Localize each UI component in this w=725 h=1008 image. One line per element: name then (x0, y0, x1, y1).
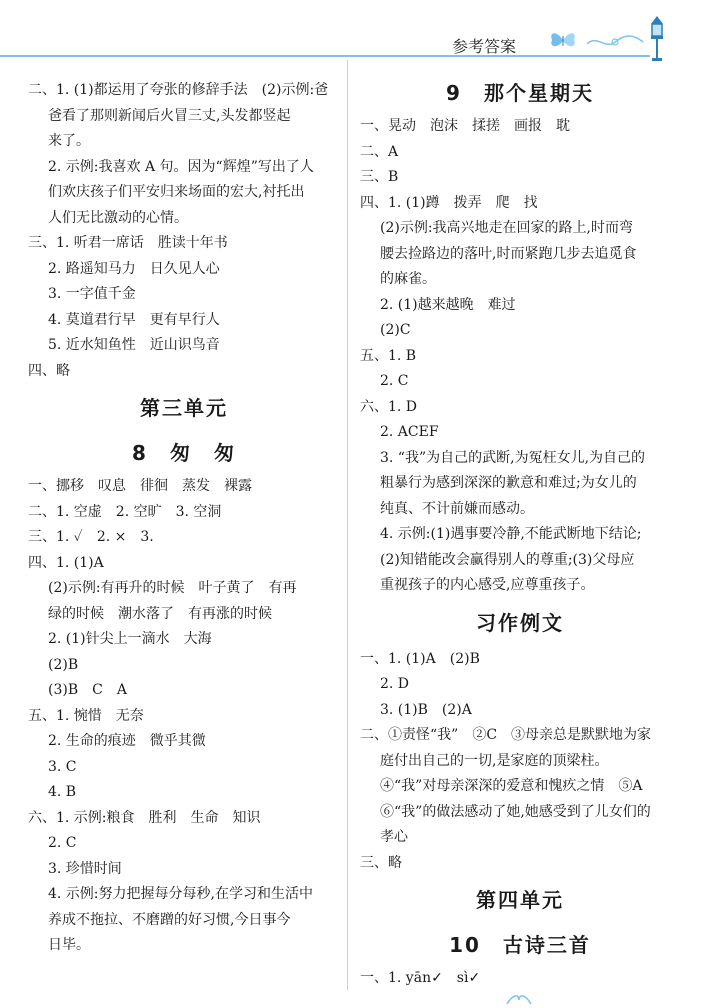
right-answer-line: 六、1. D (360, 398, 418, 415)
left-answer-line: 2. 路遥知马力 日久见人心 (48, 260, 220, 277)
right-answer-line: 二、A (360, 143, 399, 160)
right-answer-line: 三、B (360, 169, 399, 185)
lamp-icon (645, 14, 669, 62)
left-answer-line: 绿的时候 潮水落了 有再涨的时候 (48, 605, 272, 622)
left-answer-line: 三、1. ✓ 2. × 3. (28, 529, 154, 545)
flower-ornament-icon (505, 992, 533, 1006)
left-answer-line: 一、挪移 叹息 徘徊 蒸发 裸露 (28, 478, 252, 494)
right-answer-line: ⑥“我”的做法感动了她,她感受到了儿女们的 (380, 803, 651, 820)
left-answer-line: 4. 莫道君行早 更有早行人 (48, 311, 220, 328)
left-answer-line: 三、1. 听君一席话 胜读十年书 (28, 235, 228, 251)
right-answer-line: 粗暴行为感到深深的歉意和难过;为女儿的 (380, 475, 637, 491)
right-answer-line: 一、1. yān✓ sì✓ (360, 970, 481, 986)
right-answer-line: 孝心 (380, 829, 408, 845)
left-answer-line: (2)示例:有再升的时候 叶子黄了 有再 (48, 580, 297, 596)
right-section-heading: 9 那个星期天 (446, 81, 594, 105)
right-answer-line: 2. D (380, 676, 410, 692)
right-answer-line: 2. ACEF (380, 424, 439, 440)
right-answer-line: 四、1. (1)蹲 拨弄 爬 找 (360, 194, 538, 211)
left-answer-line: 2. 生命的痕迹 微乎其微 (48, 733, 206, 749)
left-answer-line: 五、1. 惋惜 无奈 (28, 707, 144, 724)
right-answer-line: 一、1. (1)A (2)B (360, 650, 480, 667)
right-answer-line: ④“我”对母亲深深的爱意和愧疚之情 ⑤A (380, 778, 643, 794)
left-answer-line: 四、略 (28, 362, 70, 379)
right-answer-line: 4. 示例:(1)遇事要冷静,不能武断地下结论; (380, 526, 642, 542)
right-answer-line: 2. (1)越来越晚 难过 (380, 296, 516, 313)
right-answer-line: 腰去捡路边的落叶,时而紧跑几步去追觅食 (380, 245, 637, 262)
left-answer-line: 来了。 (48, 133, 90, 149)
page-header (0, 0, 725, 62)
right-answer-line: 3. “我”为自己的武断,为冤枉女儿,为自己的 (380, 449, 646, 466)
butterfly-icon (548, 28, 578, 52)
right-section-heading: 10 古诗三首 (449, 933, 591, 957)
left-answer-line: 四、1. (1)A (28, 554, 104, 571)
left-answer-line: 2. C (48, 835, 77, 851)
column-divider (347, 60, 348, 990)
right-answer-line: 重视孩子的内心感受,应尊重孩子。 (380, 577, 595, 593)
header-title: 参考答案 (452, 37, 517, 56)
left-answer-line: 人们无比激动的心情。 (48, 209, 188, 226)
right-answer-line: 2. C (380, 373, 409, 389)
left-answer-line: (2)B (48, 656, 79, 673)
right-answer-line: 二、①责怪“我” ②C ③母亲总是默默地为家 (360, 727, 652, 743)
right-column (360, 78, 680, 992)
right-answer-line: 的麻雀。 (380, 271, 436, 287)
left-answer-line: 3. C (48, 758, 77, 775)
right-answer-line: 一、晃动 泡沫 揉搓 画报 耽 (360, 118, 570, 134)
left-answer-line: 4. 示例:努力把握每分每秒,在学习和生活中 (48, 886, 313, 902)
right-answer-line: (2)C (380, 322, 411, 338)
left-answer-line: 二、1. (1)都运用了夸张的修辞手法 (2)示例:爸 (28, 82, 329, 98)
left-section-heading: 8 匆 匆 (132, 441, 236, 465)
right-section-heading: 第四单元 (476, 888, 564, 912)
left-answer-line: 二、1. 空虚 2. 空旷 3. 空洞 (28, 503, 222, 520)
right-answer-line: 五、1. B (360, 347, 417, 364)
left-answer-line: 六、1. 示例:粮食 胜利 生命 知识 (28, 809, 261, 826)
left-column (28, 78, 340, 959)
right-answer-line: (2)知错能改会赢得别人的尊重;(3)父母应 (380, 551, 635, 568)
left-answer-line: 2. 示例:我喜欢 A 句。因为“辉煌”写出了人 (48, 158, 314, 175)
left-answer-line: 3. 一字值千金 (48, 286, 136, 302)
right-answer-line: 纯真、不计前嫌而感动。 (380, 500, 534, 517)
left-answer-line: 4. B (48, 784, 77, 800)
right-answer-line: 三、略 (360, 854, 402, 871)
left-answer-line: 们欢庆孩子们平安归来场面的宏大,衬托出 (48, 184, 305, 200)
left-answer-line: 爸看了那则新闻后火冒三丈,头发都竖起 (48, 107, 291, 124)
left-answer-line: 2. (1)针尖上一滴水 大海 (48, 631, 212, 647)
right-answer-line: 3. (1)B (2)A (380, 701, 472, 718)
left-section-heading: 第三单元 (140, 396, 228, 420)
right-answer-line: 庭付出自己的一切,是家庭的顶梁柱。 (380, 752, 609, 769)
left-answer-line: 3. 珍惜时间 (48, 860, 122, 877)
left-answer-line: 日毕。 (48, 937, 90, 953)
left-answer-line: 5. 近水知鱼性 近山识鸟音 (48, 337, 220, 353)
right-answer-line: (2)示例:我高兴地走在回家的路上,时而弯 (380, 220, 633, 236)
left-answer-line: 养成不拖拉、不磨蹭的好习惯,今日事今 (48, 911, 291, 928)
left-answer-line: (3)B C A (48, 682, 127, 698)
right-section-heading: 习作例文 (476, 610, 564, 635)
swirl-icon (585, 30, 645, 52)
